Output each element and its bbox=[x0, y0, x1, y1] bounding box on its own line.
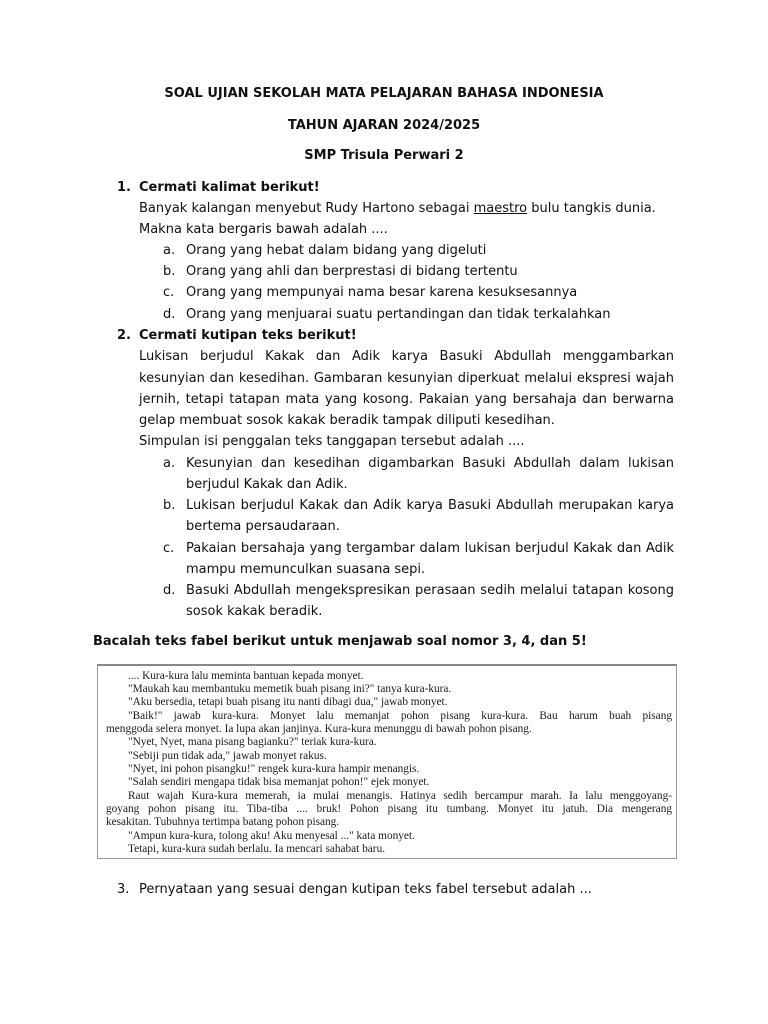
school-year: TAHUN AJARAN 2024/2025 bbox=[287, 118, 481, 133]
q2-passage-line: Lukisan berjudul Kakak dan Adik karya Basuki Abdullah menggambarkan bbox=[139, 349, 674, 364]
q2-option-a-letter: a. bbox=[163, 456, 176, 471]
q2-option-b-line1: Lukisan berjudul Kakak dan Adik karya Basuki Abdullah merupakan karya bbox=[186, 498, 674, 513]
q2-passage-line: kesunyian dan kesedihan. Gambaran kesunyian diperkuat melalui ekspresi wajah bbox=[139, 371, 674, 386]
fable-text-box bbox=[97, 664, 677, 859]
q2-number: 2. bbox=[117, 328, 131, 343]
q1-option-c: Orang yang mempunyai nama besar karena kesuksesannya bbox=[186, 285, 578, 300]
q2-option-b-line2: bertema persaudaraan. bbox=[186, 519, 340, 534]
q2-passage-line: jernih, tetapi tatapan mata yang kosong. Pakaian yang bersahaja dan berwarna bbox=[139, 392, 674, 407]
fable-line: "Baik!" jawab kura-kura. Monyet lalu memanjat pohon pisang kura-kura. Bau harum buah pisang bbox=[128, 710, 672, 722]
q2-option-c-line2: mampu memunculkan suasana sepi. bbox=[186, 562, 426, 577]
fable-line: "Salah sendiri mengapa tidak bisa memanjat pohon!" ejek monyet. bbox=[128, 776, 430, 788]
fable-line: "Aku bersedia, tetapi buah pisang itu nanti dibagi dua," jawab monyet. bbox=[128, 696, 448, 708]
fable-line: kesakitan. Tubuhnya tertimpa batang pohon pisang. bbox=[106, 816, 340, 828]
q2-passage-line: gelap membuat sosok kakak beradik tampak diliputi kesedihan. bbox=[139, 413, 555, 428]
fable-line: "Nyet, Nyet, mana pisang bagianku?" teriak kura-kura. bbox=[128, 736, 377, 748]
q1-option-a-letter: a. bbox=[163, 243, 176, 258]
q1-number: 1. bbox=[117, 180, 131, 195]
q3-text: Pernyataan yang sesuai dengan kutipan teks fabel tersebut adalah ... bbox=[139, 882, 592, 897]
q2-option-d-line1: Basuki Abdullah mengekspresikan perasaan sedih melalui tatapan kosong bbox=[186, 583, 674, 598]
q3-number: 3. bbox=[117, 882, 130, 897]
q1-option-c-letter: c. bbox=[163, 285, 175, 300]
q2-instruction: Cermati kutipan teks berikut! bbox=[139, 328, 357, 343]
fable-line: "Maukah kau membantuku memetik buah pisang ini?" tanya kura-kura. bbox=[128, 683, 452, 695]
q1-sentence-before: Banyak kalangan menyebut Rudy Hartono sebagai bbox=[139, 201, 474, 216]
q2-option-a-line1: Kesunyian dan kesedihan digambarkan Basuki Abdullah dalam lukisan bbox=[186, 456, 674, 471]
fable-line: "Nyet, ini pohon pisangku!" rengek kura-kura hampir menangis. bbox=[128, 763, 420, 775]
q1-option-d: Orang yang menjuarai suatu pertandingan dan tidak terkalahkan bbox=[186, 307, 611, 322]
q1-sentence bbox=[139, 200, 656, 218]
q1-instruction: Cermati kalimat berikut! bbox=[139, 180, 320, 195]
fable-line: .... Kura-kura lalu meminta bantuan kepada monyet. bbox=[128, 670, 364, 682]
q1-underlined-word: maestro bbox=[473, 201, 528, 216]
q2-option-c-letter: c. bbox=[163, 541, 175, 556]
fable-line: menggoda selera monyet. Ia lupa akan janjinya. Kura-kura menunggu di bawah pohon pisang. bbox=[106, 723, 532, 735]
q2-option-c-line1: Pakaian bersahaja yang tergambar dalam lukisan berjudul Kakak dan Adik bbox=[186, 541, 674, 556]
fable-instruction: Bacalah teks fabel berikut untuk menjawab soal nomor 3, 4, dan 5! bbox=[93, 634, 587, 649]
q1-sentence-after: bulu tangkis dunia. bbox=[527, 201, 656, 216]
fable-line: "Sebiji pun tidak ada," jawab monyet rakus. bbox=[128, 750, 327, 762]
fable-line: Raut wajah Kura-kura memerah, ia mulai menangis. Hatinya sedih bercampur marah. Ia lalu menggoyang- bbox=[128, 790, 672, 802]
fable-line: goyang pohon pisang itu. Tiba-tiba .... bruk! Pohon pisang itu tumbang. Monyet itu jatuh. Dia mengerang bbox=[106, 803, 672, 815]
q2-question: Simpulan isi penggalan teks tanggapan tersebut adalah .... bbox=[139, 434, 525, 449]
q2-option-d-line2: sosok kakak beradik. bbox=[186, 604, 323, 619]
q1-option-b: Orang yang ahli dan berprestasi di bidang tertentu bbox=[186, 264, 518, 279]
q1-option-a: Orang yang hebat dalam bidang yang digeluti bbox=[186, 243, 487, 258]
q2-option-a-line2: berjudul Kakak dan Adik. bbox=[186, 477, 348, 492]
school-name: SMP Trisula Perwari 2 bbox=[304, 148, 464, 163]
fable-line: Tetapi, kura-kura sudah berlalu. Ia mencari sahabat baru. bbox=[128, 843, 386, 855]
q2-option-d-letter: d. bbox=[163, 583, 176, 598]
q1-option-d-letter: d. bbox=[163, 307, 176, 322]
q2-option-b-letter: b. bbox=[163, 498, 176, 513]
q1-question: Makna kata bergaris bawah adalah .... bbox=[139, 222, 388, 237]
document-title: SOAL UJIAN SEKOLAH MATA PELAJARAN BAHASA INDONESIA bbox=[164, 86, 604, 101]
fable-line: "Ampun kura-kura, tolong aku! Aku menyesal ..." kata monyet. bbox=[128, 830, 415, 842]
q1-option-b-letter: b. bbox=[163, 264, 176, 279]
